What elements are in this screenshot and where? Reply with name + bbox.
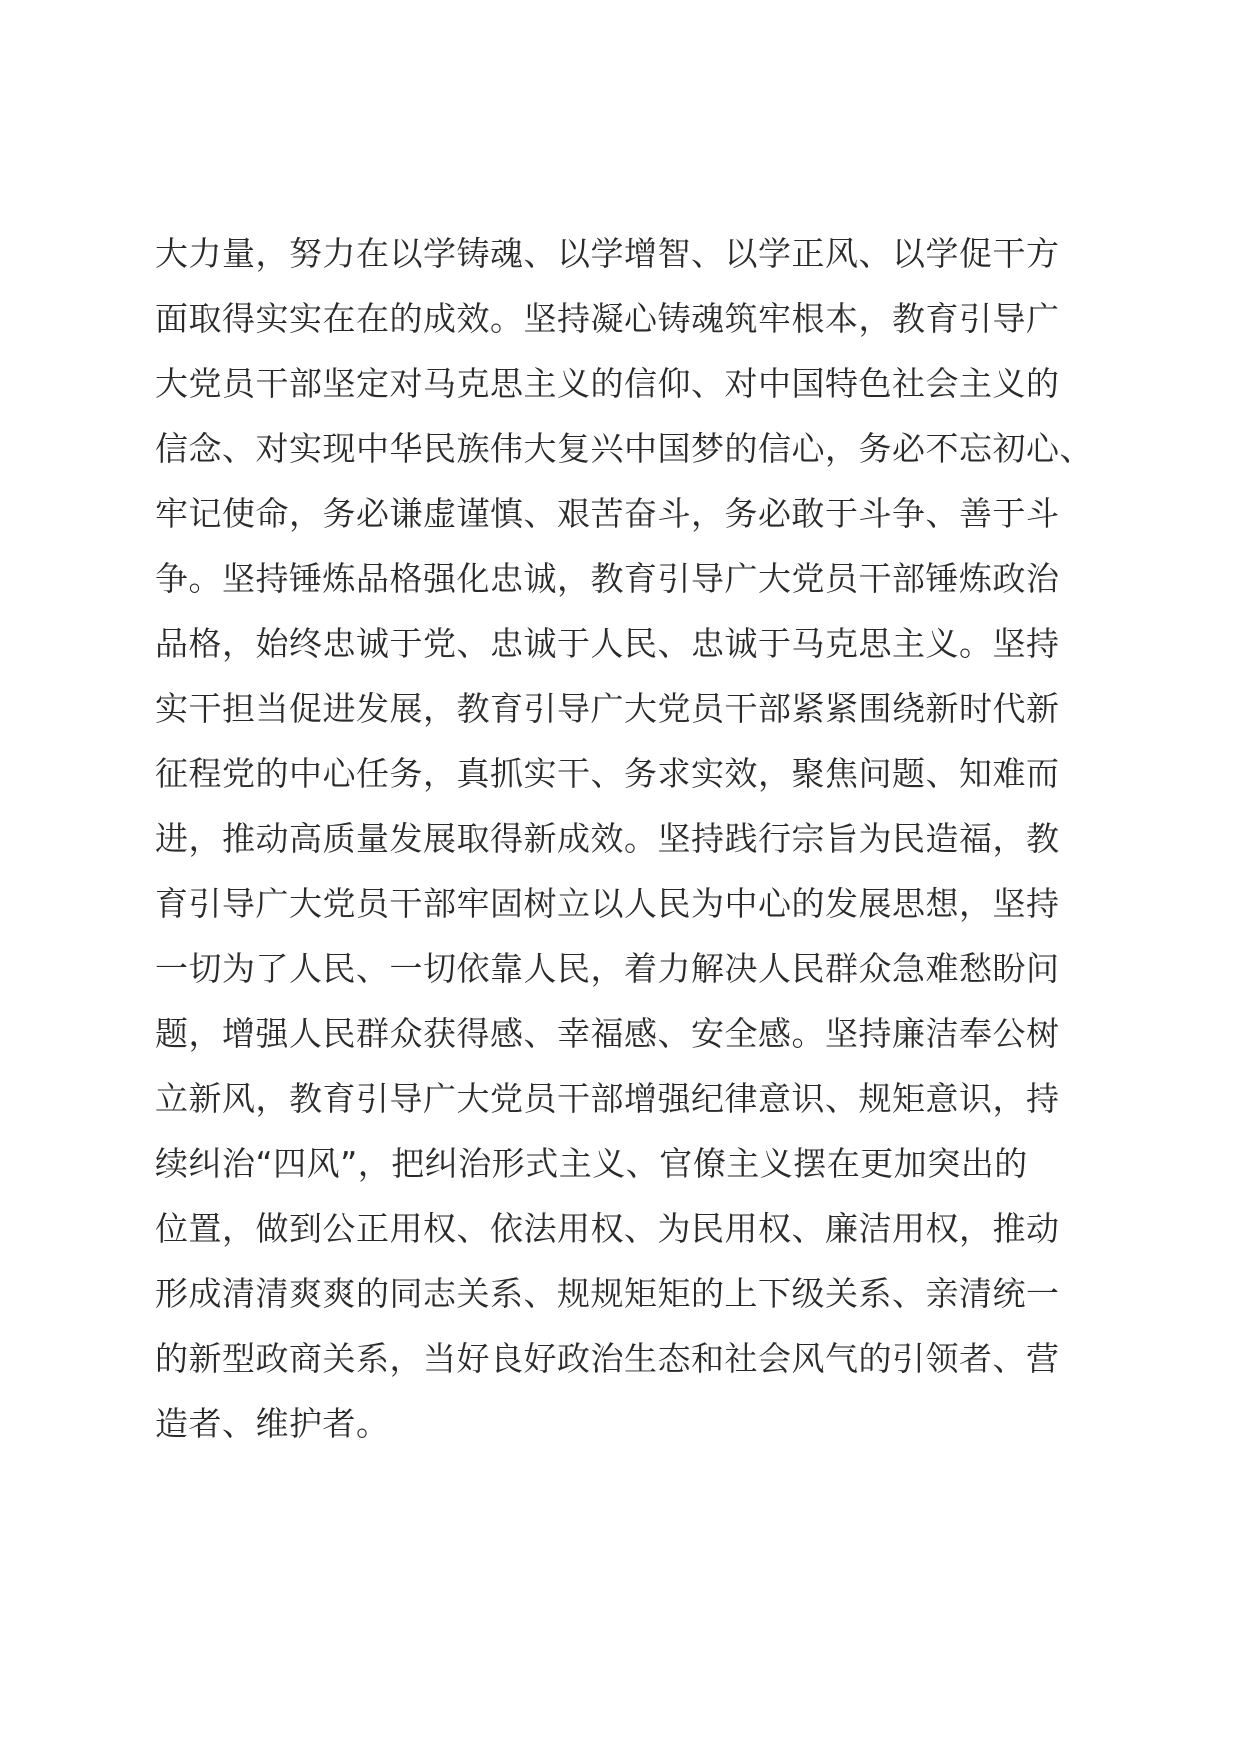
text-line: 一切为了人民、一切依靠人民，着力解决人民群众急难愁盼问 xyxy=(155,949,1060,988)
text-line: 实干担当促进发展，教育引导广大党员干部紧紧围绕新时代新 xyxy=(155,689,1060,728)
text-line: 的新型政商关系，当好良好政治生态和社会风气的引领者、营 xyxy=(155,1339,1060,1378)
text-line: 信念、对实现中华民族伟大复兴中国梦的信心，务必不忘初心、 xyxy=(155,429,1093,468)
text-line: 面取得实实在在的成效。坚持凝心铸魂筑牢根本，教育引导广 xyxy=(155,299,1060,338)
text-line: 进，推动高质量发展取得新成效。坚持践行宗旨为民造福，教 xyxy=(155,819,1060,858)
text-line: 造者、维护者。 xyxy=(155,1404,390,1443)
text-line: 育引导广大党员干部牢固树立以人民为中心的发展思想，坚持 xyxy=(155,884,1060,923)
text-line: 争。坚持锤炼品格强化忠诚，教育引导广大党员干部锤炼政治 xyxy=(155,559,1060,598)
text-line: 立新风，教育引导广大党员干部增强纪律意识、规矩意识，持 xyxy=(155,1079,1060,1118)
text-line: 品格，始终忠诚于党、忠诚于人民、忠诚于马克思主义。坚持 xyxy=(155,624,1060,663)
text-line: 位置，做到公正用权、依法用权、为民用权、廉洁用权，推动 xyxy=(155,1209,1060,1248)
text-line: 题，增强人民群众获得感、幸福感、安全感。坚持廉洁奉公树 xyxy=(155,1014,1060,1053)
text-line: 牢记使命，务必谦虚谨慎、艰苦奋斗，务必敢于斗争、善于斗 xyxy=(155,494,1060,533)
text-line: 形成清清爽爽的同志关系、规规矩矩的上下级关系、亲清统一 xyxy=(155,1274,1060,1313)
text-line: 大党员干部坚定对马克思主义的信仰、对中国特色社会主义的 xyxy=(155,364,1060,403)
text-line: 征程党的中心任务，真抓实干、务求实效，聚焦问题、知难而 xyxy=(155,754,1060,793)
text-line: 大力量，努力在以学铸魂、以学增智、以学正风、以学促干方 xyxy=(155,234,1060,273)
text-line: 续纠治“四风”，把纠治形式主义、官僚主义摆在更加突出的 xyxy=(155,1144,1028,1183)
body-paragraph xyxy=(155,221,1095,1456)
